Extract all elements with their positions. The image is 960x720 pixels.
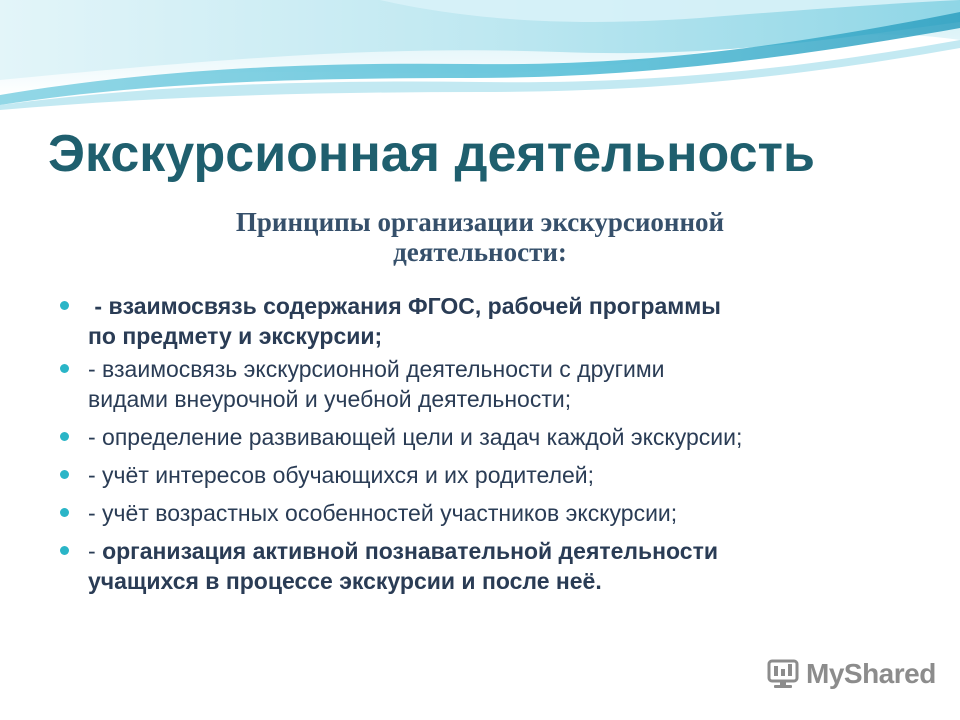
list-item [56, 354, 916, 414]
bullet-icon [60, 301, 69, 310]
subtitle-line-1: Принципы организации экскурсионной [235, 207, 725, 237]
subtitle-line-2: деятельности: [393, 237, 567, 267]
watermark-text: MyShared [806, 658, 936, 689]
page-title: Экскурсионная деятельность [48, 125, 815, 183]
list-item [56, 460, 916, 490]
list-item-line-1: - учёт возрастных особенностей участников экскурсии; [88, 500, 678, 526]
bullet-icon [60, 508, 69, 517]
list-item-emphasis: организация активной познавательной деятельности [102, 538, 718, 564]
list-item-line-1: - взаимосвязь экскурсионной деятельности с другими [88, 356, 665, 382]
list-item-line-2: учащихся в процессе экскурсии и после неё. [88, 568, 602, 594]
list-item [56, 498, 916, 528]
list-item-line-1: - взаимосвязь содержания ФГОС, рабочей программы [88, 293, 721, 319]
list-item [56, 536, 916, 596]
myshared-logo-icon [766, 657, 800, 691]
list-item-line-1: - определение развивающей цели и задач каждой экскурсии; [88, 424, 743, 450]
subtitle [60, 207, 900, 267]
list-item-line-2: видами внеурочной и учебной деятельности; [88, 386, 572, 412]
list-item-line-1: - учёт интересов обучающихся и их родителей; [88, 462, 595, 488]
list-item-prefix: - [88, 538, 103, 564]
list-item-line-2: по предмету и экскурсии; [88, 323, 383, 349]
bullet-icon [60, 470, 69, 479]
bullet-icon [60, 364, 69, 373]
bullet-icon [60, 546, 69, 555]
list-item [56, 422, 916, 452]
list-item-line-1 [88, 536, 916, 566]
myshared-watermark [766, 656, 936, 692]
bullet-icon [60, 432, 69, 441]
principles-list [56, 291, 916, 604]
wave-header-decoration [0, 0, 960, 120]
list-item [56, 291, 916, 351]
